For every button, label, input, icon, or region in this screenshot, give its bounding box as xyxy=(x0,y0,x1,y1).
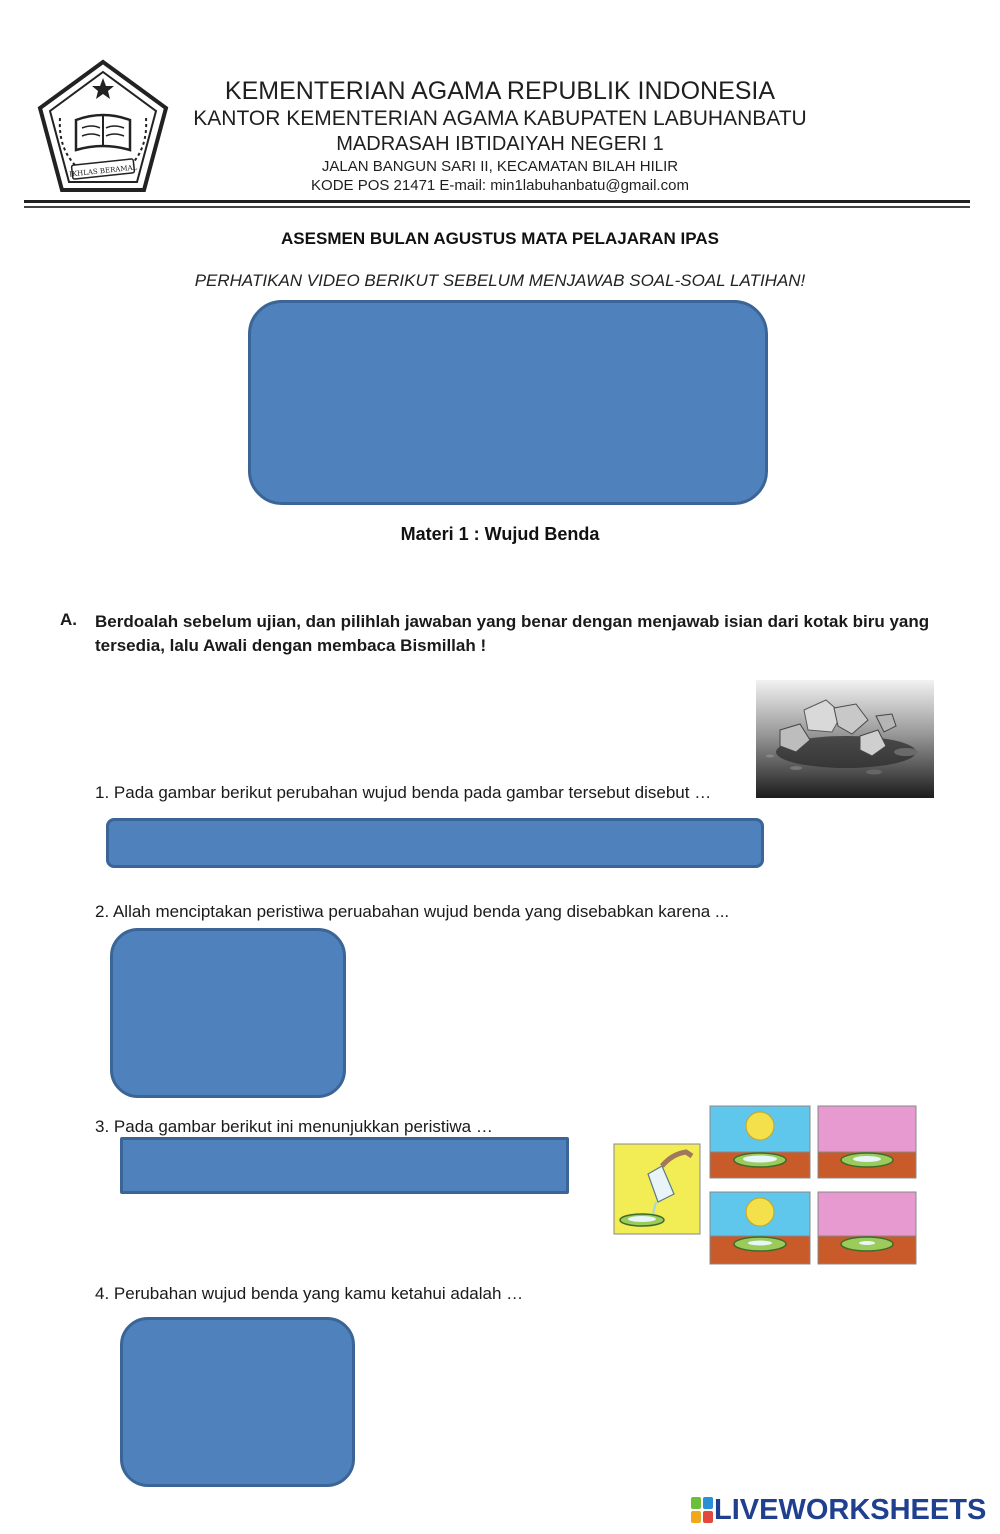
page-title: ASESMEN BULAN AGUSTUS MATA PELAJARAN IPAS xyxy=(281,229,719,248)
answer-box-1[interactable] xyxy=(106,818,764,868)
liveworksheets-watermark xyxy=(690,1494,986,1526)
question-2: 2. Allah menciptakan peristiwa peruabahan wujud benda yang disebabkan karena ... xyxy=(95,902,730,921)
section-letter: A. xyxy=(60,610,77,629)
answer-box-4[interactable] xyxy=(120,1317,355,1487)
kop-line-address: JALAN BANGUN SARI II, KECAMATAN BILAH HILIR xyxy=(321,158,679,175)
school-logo xyxy=(36,58,170,196)
melting-ice-image xyxy=(756,680,934,798)
answer-box-3[interactable] xyxy=(120,1137,569,1194)
question-3: 3. Pada gambar berikut ini menunjukkan peristiwa … xyxy=(95,1117,493,1136)
liveworksheets-logo-icon xyxy=(690,1496,714,1524)
kop-line-school: MADRASAH IBTIDAIYAH NEGERI 1 xyxy=(336,133,664,155)
video-instruction: PERHATIKAN VIDEO BERIKUT SEBELUM MENJAWAB SOAL-SOAL LATIHAN! xyxy=(194,271,806,290)
kop-line-ministry: KEMENTERIAN AGAMA REPUBLIK INDONESIA xyxy=(224,77,776,105)
video-player-box[interactable] xyxy=(248,300,768,505)
question-1: 1. Pada gambar berikut perubahan wujud benda pada gambar tersebut disebut … xyxy=(95,783,712,802)
letterhead-rule-thick xyxy=(24,200,970,203)
section-instructions: Berdoalah sebelum ujian, dan pilihlah jawaban yang benar dengan menjawab isian dari kotak biru yang tersedia, lalu Awali dengan membaca Bismillah ! xyxy=(95,612,930,655)
kop-line-office: KANTOR KEMENTERIAN AGAMA KABUPATEN LABUHANBATU xyxy=(193,107,807,130)
materi-heading: Materi 1 : Wujud Benda xyxy=(400,524,600,544)
question-4: 4. Perubahan wujud benda yang kamu ketahui adalah … xyxy=(95,1284,524,1303)
answer-box-2[interactable] xyxy=(110,928,346,1098)
logo-motto: IKHLAS BERAMAL xyxy=(68,163,138,179)
liveworksheets-wordmark: LIVEWORKSHEETS xyxy=(714,1493,987,1526)
letterhead-rule-thin xyxy=(24,206,970,208)
kop-line-contact: KODE POS 21471 E-mail: min1labuhanbatu@gmail.com xyxy=(311,177,689,194)
evaporation-illustration xyxy=(612,1104,918,1266)
